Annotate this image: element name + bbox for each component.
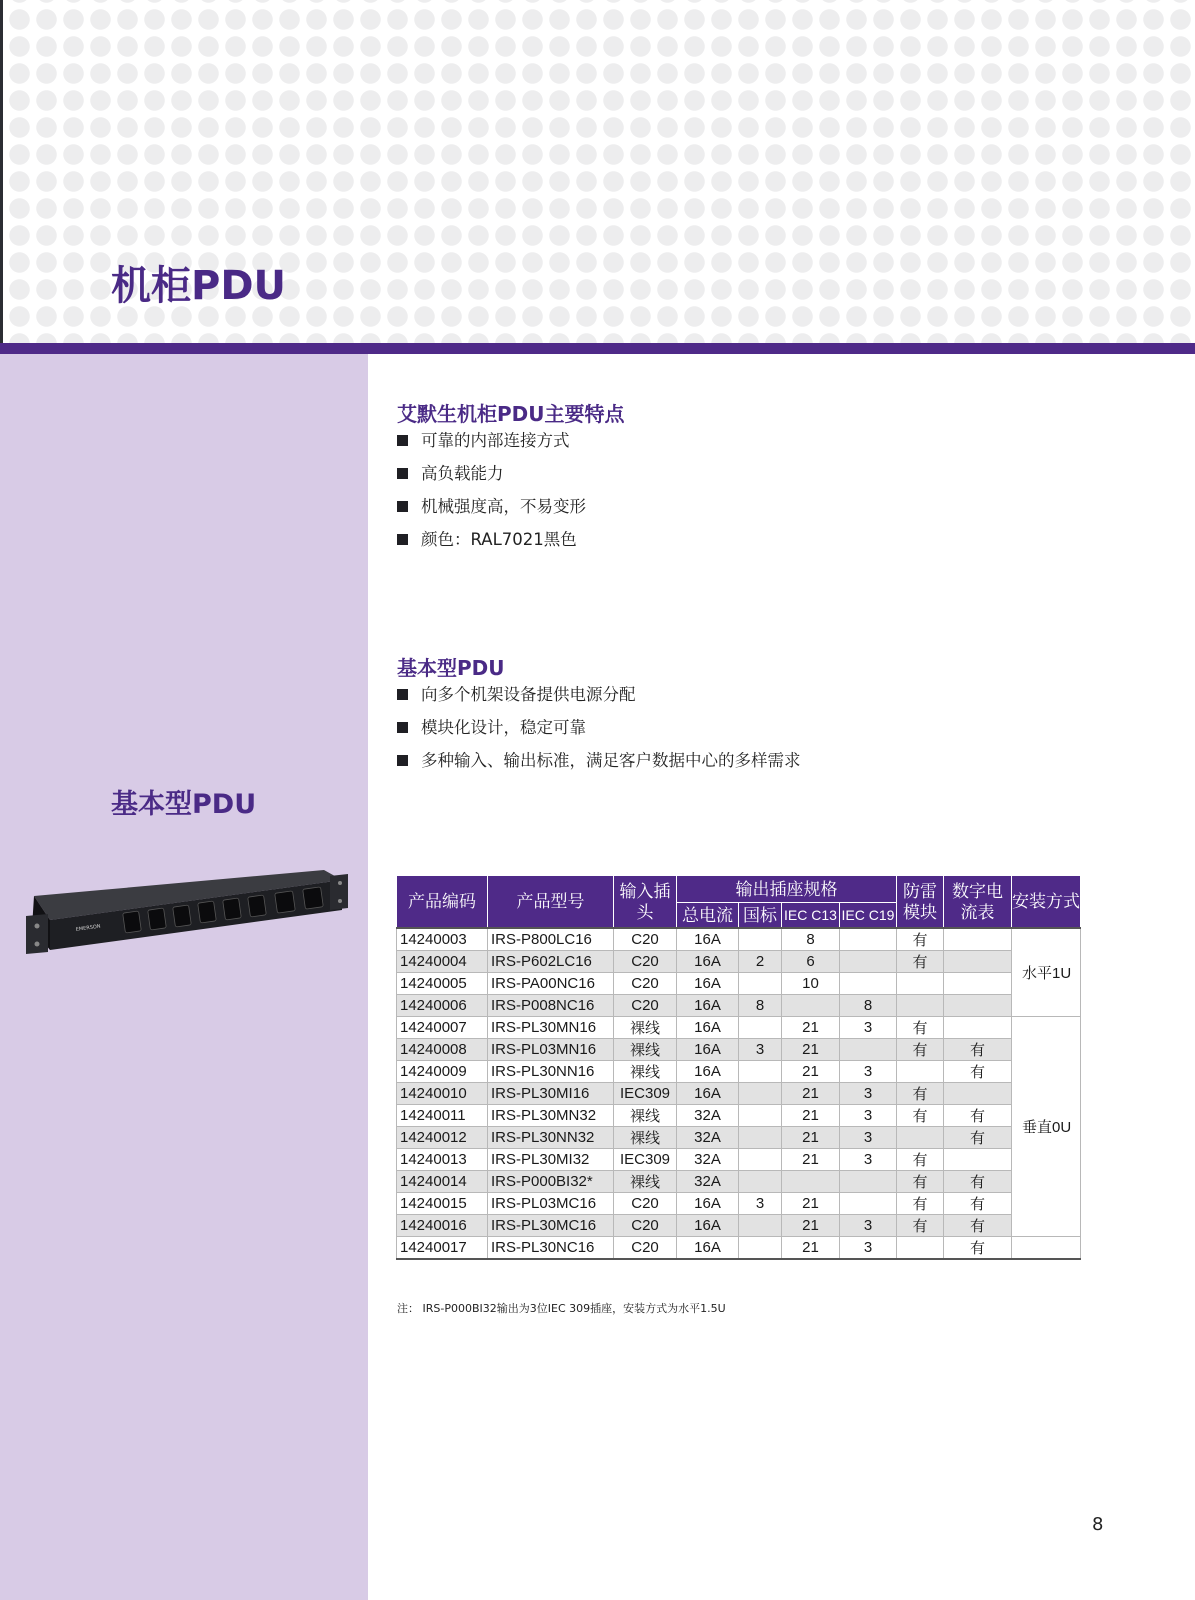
table-row — [397, 1127, 1081, 1149]
total-current-cell: 32A — [677, 1105, 739, 1127]
gb-cell — [739, 1149, 782, 1171]
table-body — [397, 928, 1081, 1259]
input-cell: C20 — [614, 1215, 677, 1237]
meter-cell: 有 — [944, 1061, 1012, 1083]
meter-cell — [944, 973, 1012, 995]
c13-cell: 6 — [782, 951, 840, 973]
meter-cell — [944, 951, 1012, 973]
meter-cell — [944, 1083, 1012, 1105]
model-cell: IRS-PL30MI32 — [488, 1149, 614, 1171]
c19-cell: 3 — [840, 1237, 897, 1260]
header-model: 产品型号 — [488, 876, 614, 929]
gb-cell — [739, 1017, 782, 1039]
meter-cell — [944, 1149, 1012, 1171]
pdu-product-image — [24, 868, 350, 960]
purple-divider-band — [0, 343, 1195, 354]
sidebar-title: 基本型PDU — [111, 789, 257, 820]
code-cell: 14240003 — [397, 928, 488, 951]
code-cell: 14240013 — [397, 1149, 488, 1171]
code-cell: 14240016 — [397, 1215, 488, 1237]
gb-cell — [739, 1083, 782, 1105]
c13-cell: 10 — [782, 973, 840, 995]
c13-cell: 21 — [782, 1017, 840, 1039]
model-cell: IRS-PL03MC16 — [488, 1193, 614, 1215]
input-cell: C20 — [614, 928, 677, 951]
c19-cell: 3 — [840, 1127, 897, 1149]
total-current-cell: 16A — [677, 1083, 739, 1105]
model-cell: IRS-PL30MC16 — [488, 1215, 614, 1237]
c13-cell: 21 — [782, 1039, 840, 1061]
input-cell: C20 — [614, 1193, 677, 1215]
input-cell: 裸线 — [614, 1017, 677, 1039]
table-row — [397, 1083, 1081, 1105]
c13-cell: 8 — [782, 928, 840, 951]
square-bullet-icon — [397, 501, 408, 512]
input-cell: C20 — [614, 973, 677, 995]
surge-cell — [897, 1127, 944, 1149]
gb-cell — [739, 973, 782, 995]
gb-cell — [739, 1171, 782, 1193]
features-title: 艾默生机柜PDU主要特点 — [397, 402, 625, 426]
header-c13: IEC C13 — [782, 903, 840, 929]
table-row — [397, 1105, 1081, 1127]
c19-cell: 3 — [840, 1105, 897, 1127]
meter-cell: 有 — [944, 1127, 1012, 1149]
square-bullet-icon — [397, 755, 408, 766]
list-item: 机械强度高，不易变形 — [397, 495, 586, 528]
gb-cell — [739, 1105, 782, 1127]
gb-cell: 3 — [739, 1193, 782, 1215]
header-gb: 国标 — [739, 903, 782, 929]
model-cell: IRS-PL30NN32 — [488, 1127, 614, 1149]
c19-cell: 3 — [840, 1215, 897, 1237]
c19-cell — [840, 951, 897, 973]
sidebar-panel — [0, 354, 368, 1600]
total-current-cell: 16A — [677, 951, 739, 973]
list-item: 颜色：RAL7021黑色 — [397, 528, 586, 561]
list-item: 高负载能力 — [397, 462, 586, 495]
list-item: 多种输入、输出标准，满足客户数据中心的多样需求 — [397, 749, 801, 782]
total-current-cell: 16A — [677, 995, 739, 1017]
c19-cell: 3 — [840, 1061, 897, 1083]
c13-cell: 21 — [782, 1061, 840, 1083]
header-left-bar — [0, 0, 3, 346]
mount-cell — [1012, 1237, 1081, 1260]
total-current-cell: 16A — [677, 1039, 739, 1061]
table-row — [397, 995, 1081, 1017]
table-row — [397, 1039, 1081, 1061]
surge-cell: 有 — [897, 928, 944, 951]
total-current-cell: 16A — [677, 1215, 739, 1237]
c19-cell: 8 — [840, 995, 897, 1017]
table-row — [397, 973, 1081, 995]
meter-cell: 有 — [944, 1105, 1012, 1127]
gb-cell — [739, 928, 782, 951]
square-bullet-icon — [397, 435, 408, 446]
total-current-cell: 16A — [677, 1237, 739, 1260]
list-item: 可靠的内部连接方式 — [397, 429, 586, 462]
footnote: 注： IRS-P000BI32输出为3位IEC 309插座，安装方式为水平1.5U — [397, 1302, 726, 1315]
meter-cell — [944, 995, 1012, 1017]
table-row — [397, 928, 1081, 951]
total-current-cell: 32A — [677, 1127, 739, 1149]
input-cell: C20 — [614, 951, 677, 973]
table-row — [397, 1237, 1081, 1260]
header-input: 输入插头 — [614, 876, 677, 929]
surge-cell — [897, 973, 944, 995]
header-surge: 防雷模块 — [897, 876, 944, 929]
gb-cell — [739, 1127, 782, 1149]
list-item: 向多个机架设备提供电源分配 — [397, 683, 801, 716]
basic-pdu-list — [397, 683, 801, 782]
c13-cell — [782, 995, 840, 1017]
pdu-brand-label: EMERSON — [75, 923, 102, 933]
input-cell: IEC309 — [614, 1083, 677, 1105]
square-bullet-icon — [397, 468, 408, 479]
c19-cell — [840, 1193, 897, 1215]
c13-cell: 21 — [782, 1083, 840, 1105]
meter-cell: 有 — [944, 1039, 1012, 1061]
surge-cell: 有 — [897, 1017, 944, 1039]
surge-cell — [897, 1061, 944, 1083]
c13-cell: 21 — [782, 1215, 840, 1237]
input-cell: C20 — [614, 995, 677, 1017]
gb-cell: 2 — [739, 951, 782, 973]
table-row — [397, 1017, 1081, 1039]
c13-cell: 21 — [782, 1193, 840, 1215]
c19-cell — [840, 928, 897, 951]
total-current-cell: 16A — [677, 1017, 739, 1039]
code-cell: 14240009 — [397, 1061, 488, 1083]
square-bullet-icon — [397, 689, 408, 700]
code-cell: 14240015 — [397, 1193, 488, 1215]
header-mount: 安装方式 — [1012, 876, 1081, 929]
square-bullet-icon — [397, 534, 408, 545]
model-cell: IRS-PL30NN16 — [488, 1061, 614, 1083]
code-cell: 14240011 — [397, 1105, 488, 1127]
model-cell: IRS-PL30MI16 — [488, 1083, 614, 1105]
gb-cell — [739, 1237, 782, 1260]
model-cell: IRS-PL30NC16 — [488, 1237, 614, 1260]
surge-cell — [897, 995, 944, 1017]
header-output: 输出插座规格 — [677, 876, 897, 903]
table-row — [397, 1193, 1081, 1215]
meter-cell: 有 — [944, 1171, 1012, 1193]
meter-cell: 有 — [944, 1193, 1012, 1215]
code-cell: 14240012 — [397, 1127, 488, 1149]
c19-cell — [840, 1039, 897, 1061]
surge-cell: 有 — [897, 1083, 944, 1105]
gb-cell — [739, 1215, 782, 1237]
total-current-cell: 16A — [677, 1061, 739, 1083]
code-cell: 14240007 — [397, 1017, 488, 1039]
meter-cell — [944, 1017, 1012, 1039]
c13-cell: 21 — [782, 1105, 840, 1127]
input-cell: IEC309 — [614, 1149, 677, 1171]
input-cell: 裸线 — [614, 1039, 677, 1061]
meter-cell: 有 — [944, 1215, 1012, 1237]
model-cell: IRS-PA00NC16 — [488, 973, 614, 995]
surge-cell: 有 — [897, 1171, 944, 1193]
model-cell: IRS-P800LC16 — [488, 928, 614, 951]
code-cell: 14240010 — [397, 1083, 488, 1105]
gb-cell — [739, 1061, 782, 1083]
table-row — [397, 1149, 1081, 1171]
total-current-cell: 16A — [677, 973, 739, 995]
table-row — [397, 1061, 1081, 1083]
surge-cell — [897, 1237, 944, 1260]
surge-cell: 有 — [897, 1039, 944, 1061]
code-cell: 14240004 — [397, 951, 488, 973]
header-code: 产品编码 — [397, 876, 488, 929]
header-c19: IEC C19 — [840, 903, 897, 929]
header-meter: 数字电流表 — [944, 876, 1012, 929]
total-current-cell: 16A — [677, 1193, 739, 1215]
c19-cell — [840, 973, 897, 995]
surge-cell: 有 — [897, 1215, 944, 1237]
table-row — [397, 1171, 1081, 1193]
surge-cell: 有 — [897, 1105, 944, 1127]
model-cell: IRS-PL30MN16 — [488, 1017, 614, 1039]
pdu-spec-table — [396, 875, 1081, 1260]
total-current-cell: 16A — [677, 928, 739, 951]
input-cell: 裸线 — [614, 1061, 677, 1083]
c19-cell: 3 — [840, 1083, 897, 1105]
surge-cell: 有 — [897, 951, 944, 973]
gb-cell: 8 — [739, 995, 782, 1017]
mount-cell: 水平1U — [1012, 928, 1081, 1017]
table-row — [397, 951, 1081, 973]
model-cell: IRS-P000BI32* — [488, 1171, 614, 1193]
total-current-cell: 32A — [677, 1171, 739, 1193]
input-cell: 裸线 — [614, 1105, 677, 1127]
model-cell: IRS-PL30MN32 — [488, 1105, 614, 1127]
model-cell: IRS-PL03MN16 — [488, 1039, 614, 1061]
c19-cell: 3 — [840, 1017, 897, 1039]
surge-cell: 有 — [897, 1149, 944, 1171]
input-cell: 裸线 — [614, 1127, 677, 1149]
c19-cell — [840, 1171, 897, 1193]
c13-cell: 21 — [782, 1127, 840, 1149]
gb-cell: 3 — [739, 1039, 782, 1061]
square-bullet-icon — [397, 722, 408, 733]
c13-cell: 21 — [782, 1237, 840, 1260]
code-cell: 14240006 — [397, 995, 488, 1017]
page-number: 8 — [1092, 1514, 1104, 1535]
c19-cell: 3 — [840, 1149, 897, 1171]
features-list — [397, 429, 586, 561]
model-cell: IRS-P602LC16 — [488, 951, 614, 973]
meter-cell: 有 — [944, 1237, 1012, 1260]
c13-cell: 21 — [782, 1149, 840, 1171]
code-cell: 14240014 — [397, 1171, 488, 1193]
meter-cell — [944, 928, 1012, 951]
code-cell: 14240017 — [397, 1237, 488, 1260]
input-cell: 裸线 — [614, 1171, 677, 1193]
list-item: 模块化设计，稳定可靠 — [397, 716, 801, 749]
basic-pdu-title: 基本型PDU — [397, 656, 505, 680]
header-total-current: 总电流 — [677, 903, 739, 929]
table-row — [397, 1215, 1081, 1237]
c13-cell — [782, 1171, 840, 1193]
total-current-cell: 32A — [677, 1149, 739, 1171]
page-title: 机柜PDU — [111, 263, 286, 309]
mount-cell: 垂直0U — [1012, 1017, 1081, 1237]
surge-cell: 有 — [897, 1193, 944, 1215]
input-cell: C20 — [614, 1237, 677, 1260]
code-cell: 14240008 — [397, 1039, 488, 1061]
code-cell: 14240005 — [397, 973, 488, 995]
model-cell: IRS-P008NC16 — [488, 995, 614, 1017]
